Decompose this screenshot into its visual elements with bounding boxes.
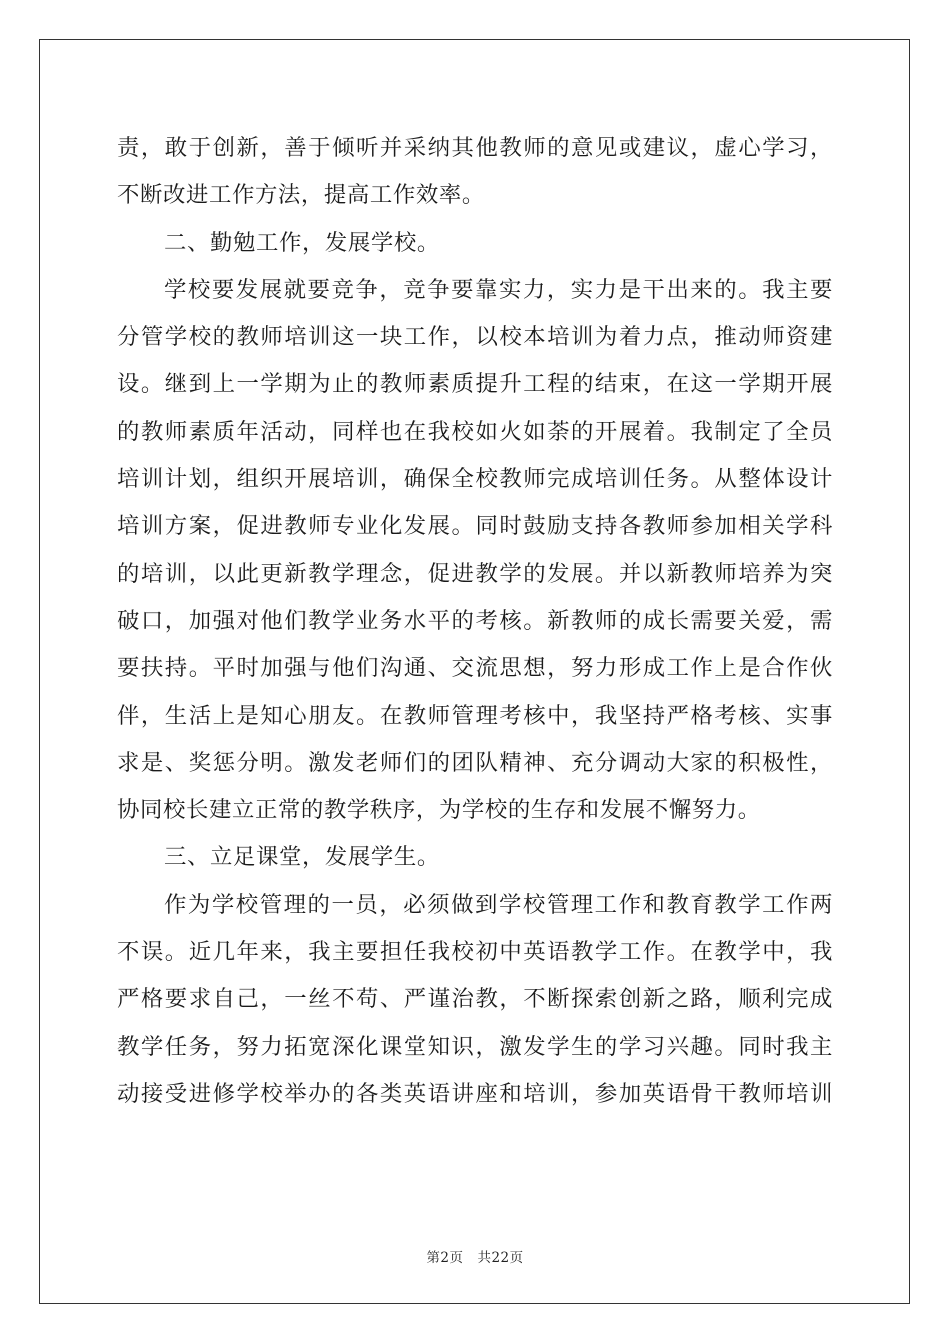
text-line: 求是、奖惩分明。激发老师们的团队精神、充分调动大家的积极性，: [117, 749, 833, 776]
text-line: 责，敢于创新，善于倾听并采纳其他教师的意见或建议，虚心学习，: [117, 135, 833, 161]
text-line: 作为学校管理的一员，必须做到学校管理工作和教育教学工作两: [164, 891, 833, 918]
text-line: 要扶持。平时加强与他们沟通、交流思想，努力形成工作上是合作伙: [117, 655, 833, 682]
document-body: [117, 125, 833, 1118]
text-line: 不误。近几年来，我主要担任我校初中英语教学工作。在教学中，我: [117, 939, 833, 966]
text-line: 教学任务，努力拓宽深化课堂知识，激发学生的学习兴趣。同时我主: [117, 1033, 833, 1060]
text-line: 培训计划，组织开展培训，确保全校教师完成培训任务。从整体设计: [117, 466, 833, 493]
text-line: 不断改进工作方法，提高工作效率。: [117, 182, 485, 209]
text-line: 三、立足课堂，发展学生。: [164, 844, 440, 871]
text-line: 的教师素质年活动，同样也在我校如火如荼的开展着。我制定了全员: [117, 418, 833, 445]
text-line: 分管学校的教师培训这一块工作，以校本培训为着力点，推动师资建: [117, 324, 833, 351]
text-line: 严格要求自己，一丝不苟、严谨治教，不断探索创新之路，顺利完成: [117, 986, 833, 1013]
page-number-footer: 第2页 共22页: [426, 1250, 524, 1266]
text-line: 伴，生活上是知心朋友。在教师管理考核中，我坚持严格考核、实事: [117, 702, 833, 729]
text-line: 学校要发展就要竞争，竞争要靠实力，实力是干出来的。我主要: [164, 276, 833, 303]
text-line: 培训方案，促进教师专业化发展。同时鼓励支持各教师参加相关学科: [117, 513, 833, 540]
text-line: 协同校长建立正常的教学秩序，为学校的生存和发展不懈努力。: [117, 797, 761, 824]
text-line: 破口，加强对他们教学业务水平的考核。新教师的成长需要关爱，需: [117, 607, 833, 634]
text-line: 二、勤勉工作，发展学校。: [164, 229, 440, 256]
text-line: 动接受进修学校举办的各类英语讲座和培训，参加英语骨干教师培训: [117, 1080, 833, 1107]
text-line: 设。继到上一学期为止的教师素质提升工程的结束，在这一学期开展: [117, 371, 833, 398]
text-line: 的培训，以此更新教学理念，促进教学的发展。并以新教师培养为突: [117, 560, 833, 587]
